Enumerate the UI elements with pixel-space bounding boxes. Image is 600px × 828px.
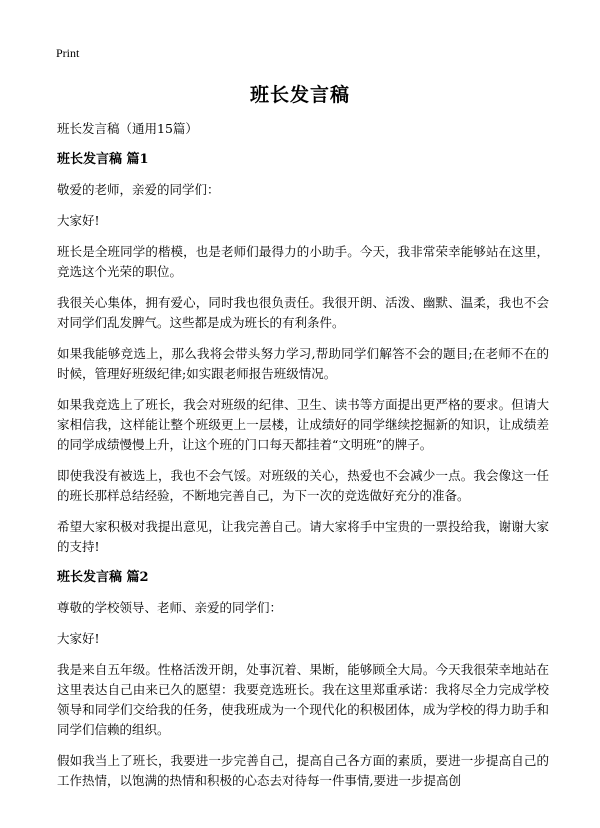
body-paragraph: 我很关心集体，拥有爱心，同时我也很负责任。我很开朗、活泼、幽默、温柔，我也不会对同学们乱发脾气。这些都是成为班长的有利条件。 <box>57 295 549 330</box>
body-paragraph: 即使我没有被选上，我也不会气馁。对班级的关心，热爱也不会减少一点。我会像这一任的班长那样总结经验，不断地完善自己，为下一次的竞选做好充分的准备。 <box>57 468 549 503</box>
section-heading: 班长发言稿 篇1 <box>57 152 149 167</box>
print-label: Print <box>56 46 80 60</box>
page-title: 班长发言稿 <box>249 84 350 106</box>
salutation: 尊敬的学校领导、老师、亲爱的同学们： <box>57 600 283 615</box>
document-subtitle: 班长发言稿（通用15篇） <box>57 121 198 136</box>
body-paragraph: 假如我当上了班长，我要进一步完善自己，提高自己各方面的素质，要进一步提高自己的工作热情，以饱满的热情和积极的心态去对待每一件事情,要进一步提高创 <box>57 753 549 788</box>
body-paragraph: 如果我能够竞选上，那么我将会带头努力学习,帮助同学们解答不会的题目;在老师不在的时候，管理好班级纪律;如实跟老师报告班级情况。 <box>57 346 549 381</box>
closing-paragraph: 希望大家积极对我提出意见，让我完善自己。请大家将手中宝贵的一票投给我，谢谢大家的支持! <box>57 519 549 554</box>
document-body <box>57 119 549 802</box>
body-paragraph: 我是来自五年级。性格活泼开朗，处事沉着、果断，能够顾全大局。今天我很荣幸地站在这里表达自己由来已久的愿望：我要竞选班长。我在这里郑重承诺：我将尽全力完成学校领导和同学们交给我的任务，使我班成为一个现代化的积极团体，成为学校的得力助手和同学们信赖的组织。 <box>57 662 549 737</box>
section-heading: 班长发言稿 篇2 <box>57 570 149 585</box>
greeting: 大家好! <box>57 631 100 646</box>
salutation: 敬爱的老师，亲爱的同学们： <box>57 182 220 197</box>
body-paragraph: 班长是全班同学的楷模，也是老师们最得力的小助手。今天，我非常荣幸能够站在这里，竞选这个光荣的职位。 <box>57 244 549 279</box>
greeting: 大家好! <box>57 213 100 228</box>
body-paragraph: 如果我竞选上了班长，我会对班级的纪律、卫生、读书等方面提出更严格的要求。但请大家相信我，这样能让整个班级更上一层楼，让成绩好的同学继续挖掘新的知识，让成绩差的同学成绩慢慢上升，让这个班的门口每天都挂着“文明班”的牌子。 <box>57 397 549 452</box>
